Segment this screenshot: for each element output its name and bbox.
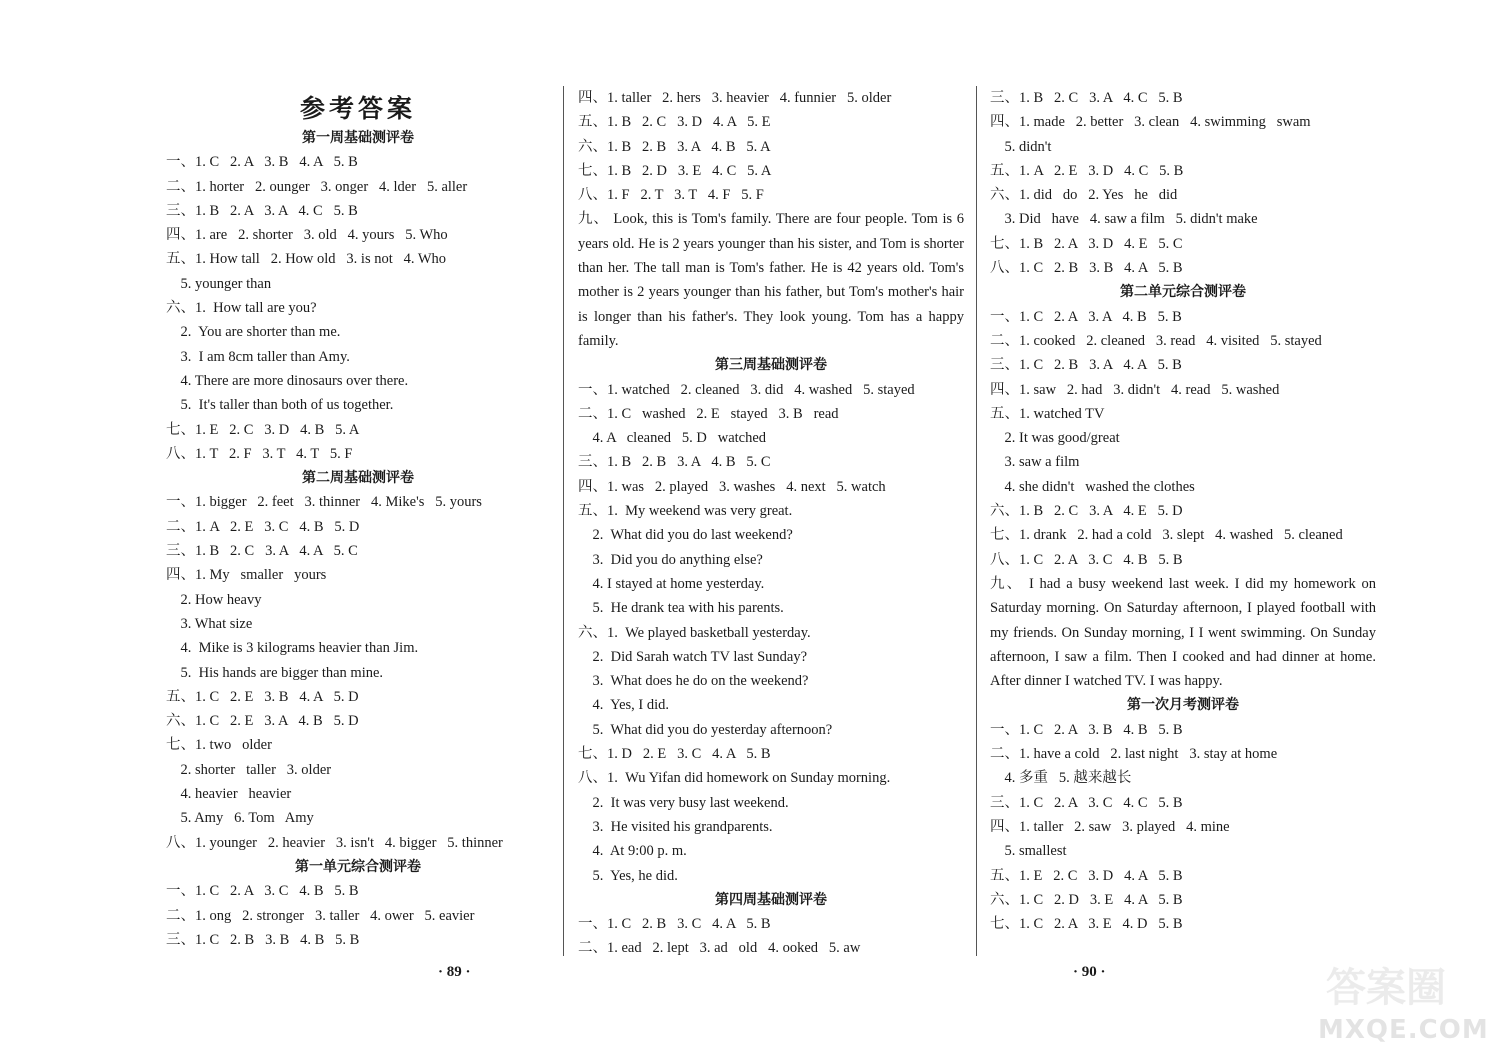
- answer-line: 五、1. watched TV: [990, 405, 1105, 422]
- answer-line: 四、1. made 2. better 3. clean 4. swimming swam: [990, 114, 1311, 131]
- section-heading: 第三周基础测评卷: [715, 357, 827, 374]
- answer-line: 2. What did you do last weekend?: [578, 527, 793, 544]
- watermark-logo: [1318, 950, 1494, 1045]
- answer-line: 一、1. bigger 2. feet 3. thinner 4. Mike's 5. yours: [166, 494, 482, 511]
- answer-line: 三、1. C 2. B 3. A 4. A 5. B: [990, 357, 1182, 374]
- watermark-text: MXQE.COM: [1318, 1015, 1489, 1045]
- answer-line: 4. heavier heavier: [166, 786, 292, 803]
- answer-line: 2. It was good/great: [990, 430, 1120, 447]
- answer-line: 八、1. C 2. A 3. C 4. B 5. B: [990, 551, 1183, 568]
- answer-line: 五、1. A 2. E 3. D 4. C 5. B: [990, 162, 1184, 179]
- answer-line: 一、1. C 2. A 3. B 4. B 5. B: [990, 721, 1183, 738]
- answer-line: 三、1. B 2. C 3. A 4. A 5. C: [166, 543, 358, 560]
- answer-line: 4. 多重 5. 越来越长: [990, 770, 1132, 787]
- answer-line: 4. At 9:00 p. m.: [578, 843, 687, 860]
- answer-column-left: [166, 86, 550, 952]
- answer-line: 七、1. E 2. C 3. D 4. B 5. A: [166, 421, 360, 438]
- answer-line: 一、1. C 2. B 3. C 4. A 5. B: [578, 916, 771, 933]
- answer-line: 一、1. watched 2. cleaned 3. did 4. washed 5. stayed: [578, 381, 915, 398]
- answer-line: 七、1. drank 2. had a cold 3. slept 4. washed 5. cleaned: [990, 527, 1343, 544]
- answer-line: 三、1. B 2. C 3. A 4. C 5. B: [990, 90, 1183, 106]
- answer-line: 5. He drank tea with his parents.: [578, 600, 784, 617]
- section-heading: 第一次月考测评卷: [1127, 697, 1239, 714]
- answer-line: 五、1. My weekend was very great.: [578, 503, 793, 520]
- answer-line: 二、1. C washed 2. E stayed 3. B read: [578, 405, 839, 422]
- page-number-right: · 90 ·: [1073, 964, 1106, 980]
- answer-line: 2. It was very busy last weekend.: [578, 794, 789, 811]
- answer-line: 三、1. B 2. A 3. A 4. C 5. B: [166, 202, 358, 219]
- answer-line: 2. Did Sarah watch TV last Sunday?: [578, 648, 808, 665]
- answer-line: 六、1. C 2. D 3. E 4. A 5. B: [990, 891, 1183, 908]
- column-divider: [563, 86, 564, 956]
- answer-line: 四、1. taller 2. saw 3. played 4. mine: [990, 818, 1230, 835]
- answer-line: 二、1. horter 2. ounger 3. onger 4. lder 5. aller: [166, 178, 468, 195]
- answer-line: 5. What did you do yesterday afternoon?: [578, 721, 833, 738]
- answer-line: 八、1. F 2. T 3. T 4. F 5. F: [578, 187, 764, 204]
- answer-line: 八、1. C 2. B 3. B 4. A 5. B: [990, 260, 1183, 277]
- answer-line: 六、1. How tall are you?: [166, 300, 317, 317]
- watermark-logo-mark: 答案圈: [1326, 965, 1446, 1011]
- section-heading: 第一周基础测评卷: [302, 130, 414, 146]
- answer-line: 六、1. B 2. B 3. A 4. B 5. A: [578, 138, 771, 155]
- answer-line: 5. Amy 6. Tom Amy: [166, 810, 314, 827]
- answer-line: 2. You are shorter than me.: [166, 324, 341, 341]
- answer-column-right: [990, 86, 1376, 936]
- answer-line: 5. younger than: [166, 275, 272, 292]
- answer-line: 八、1. T 2. F 3. T 4. T 5. F: [166, 445, 353, 462]
- answer-line: 七、1. B 2. D 3. E 4. C 5. A: [578, 162, 772, 179]
- answer-line: 4. Yes, I did.: [578, 697, 670, 714]
- answer-line: 三、1. B 2. B 3. A 4. B 5. C: [578, 454, 771, 471]
- answer-line: 4. she didn't washed the clothes: [990, 478, 1195, 495]
- answer-line: 八、1. younger 2. heavier 3. isn't 4. bigger 5. thinner: [166, 834, 503, 851]
- answer-line: 六、1. We played basketball yesterday.: [578, 624, 811, 641]
- answer-line: 二、1. have a cold 2. last night 3. stay at home: [990, 746, 1278, 763]
- page-title: 参考答案: [299, 94, 416, 123]
- answer-line: 七、1. C 2. A 3. E 4. D 5. B: [990, 916, 1183, 933]
- answer-line: 五、1. E 2. C 3. D 4. A 5. B: [990, 867, 1183, 884]
- answer-line: 3. Did you do anything else?: [578, 551, 763, 568]
- answer-line: 七、1. D 2. E 3. C 4. A 5. B: [578, 746, 771, 763]
- answer-line: 二、1. cooked 2. cleaned 3. read 4. visited 5. stayed: [990, 332, 1322, 349]
- answer-line: 5. His hands are bigger than mine.: [166, 664, 384, 681]
- answer-line: 一、1. C 2. A 3. A 4. B 5. B: [990, 308, 1182, 325]
- answer-line: 3. I am 8cm taller than Amy.: [166, 348, 350, 365]
- answer-line: 四、1. My smaller yours: [166, 567, 327, 584]
- page-number-left: · 89 ·: [438, 964, 471, 980]
- answer-line: 二、1. ong 2. stronger 3. taller 4. ower 5. eavier: [166, 907, 475, 924]
- answer-line: 四、1. taller 2. hers 3. heavier 4. funnier 5. older: [578, 90, 892, 106]
- answer-line: 5. smallest: [990, 843, 1067, 860]
- answer-line: 2. How heavy: [166, 591, 262, 608]
- section-heading: 第四周基础测评卷: [715, 891, 827, 908]
- answer-line: 七、1. two older: [166, 737, 272, 754]
- answer-line: 六、1. B 2. C 3. A 4. E 5. D: [990, 503, 1183, 520]
- answer-line: 四、1. saw 2. had 3. didn't 4. read 5. washed: [990, 381, 1280, 398]
- answer-line: 一、1. C 2. A 3. B 4. A 5. B: [166, 154, 358, 171]
- answer-line: 八、1. Wu Yifan did homework on Sunday morning.: [578, 770, 891, 787]
- answer-line: 七、1. B 2. A 3. D 4. E 5. C: [990, 235, 1183, 252]
- answer-paragraph: 九、 Look, this is Tom's family. There are four people. Tom is 6 years old. He is 2 years younger than his sister, and Tom is shorter than her. The tall man is Tom's father. He is 42 years old. Tom's mother is 2 years younger than his father, but Tom's mother's hair is longer than his father's. They look young. Tom has a happy family.: [578, 211, 964, 349]
- answer-line: 五、1. How tall 2. How old 3. is not 4. Who: [166, 251, 447, 268]
- answer-line: 3. What does he do on the weekend?: [578, 673, 809, 690]
- answer-column-middle: [578, 86, 964, 961]
- answer-paragraph: 九、 I had a busy weekend last week. I did my homework on Saturday morning. On Saturday afternoon, I played football with my friends. On Sunday morning, I I went swimming. On Sunday afternoon, I saw a film. Then I cooked and had dinner at home. After dinner I watched TV. I was happy.: [990, 575, 1376, 690]
- answer-line: 3. saw a film: [990, 454, 1080, 471]
- section-heading: 第一单元综合测评卷: [295, 858, 421, 875]
- answer-line: 5. Yes, he did.: [578, 867, 678, 884]
- column-divider: [976, 86, 977, 956]
- answer-line: 三、1. C 2. B 3. B 4. B 5. B: [166, 931, 360, 948]
- answer-line: 4. I stayed at home yesterday.: [578, 575, 765, 592]
- answer-line: 五、1. C 2. E 3. B 4. A 5. D: [166, 688, 359, 705]
- answer-line: 五、1. B 2. C 3. D 4. A 5. E: [578, 114, 771, 131]
- answer-line: 二、1. A 2. E 3. C 4. B 5. D: [166, 518, 360, 535]
- answer-line: 四、1. are 2. shorter 3. old 4. yours 5. Who: [166, 227, 448, 244]
- answer-line: 3. What size: [166, 615, 253, 632]
- answer-line: 六、1. C 2. E 3. A 4. B 5. D: [166, 713, 359, 730]
- answer-line: 5. It's taller than both of us together.: [166, 397, 394, 414]
- answer-line: 5. didn't: [990, 138, 1052, 155]
- answer-line: 3. He visited his grandparents.: [578, 818, 773, 835]
- answer-line: 二、1. ead 2. lept 3. ad old 4. ooked 5. aw: [578, 940, 861, 957]
- answer-line: 4. Mike is 3 kilograms heavier than Jim.: [166, 640, 419, 657]
- answer-line: 六、1. did do 2. Yes he did: [990, 187, 1178, 204]
- answer-line: 4. A cleaned 5. D watched: [578, 430, 767, 447]
- answer-line: 2. shorter taller 3. older: [166, 761, 332, 778]
- section-heading: 第二单元综合测评卷: [1120, 284, 1246, 301]
- answer-line: 四、1. was 2. played 3. washes 4. next 5. watch: [578, 478, 886, 495]
- answer-line: 3. Did have 4. saw a film 5. didn't make: [990, 211, 1258, 228]
- answer-line: 4. There are more dinosaurs over there.: [166, 372, 409, 389]
- answer-line: 三、1. C 2. A 3. C 4. C 5. B: [990, 794, 1183, 811]
- answer-line: 一、1. C 2. A 3. C 4. B 5. B: [166, 883, 359, 900]
- section-heading: 第二周基础测评卷: [302, 470, 414, 487]
